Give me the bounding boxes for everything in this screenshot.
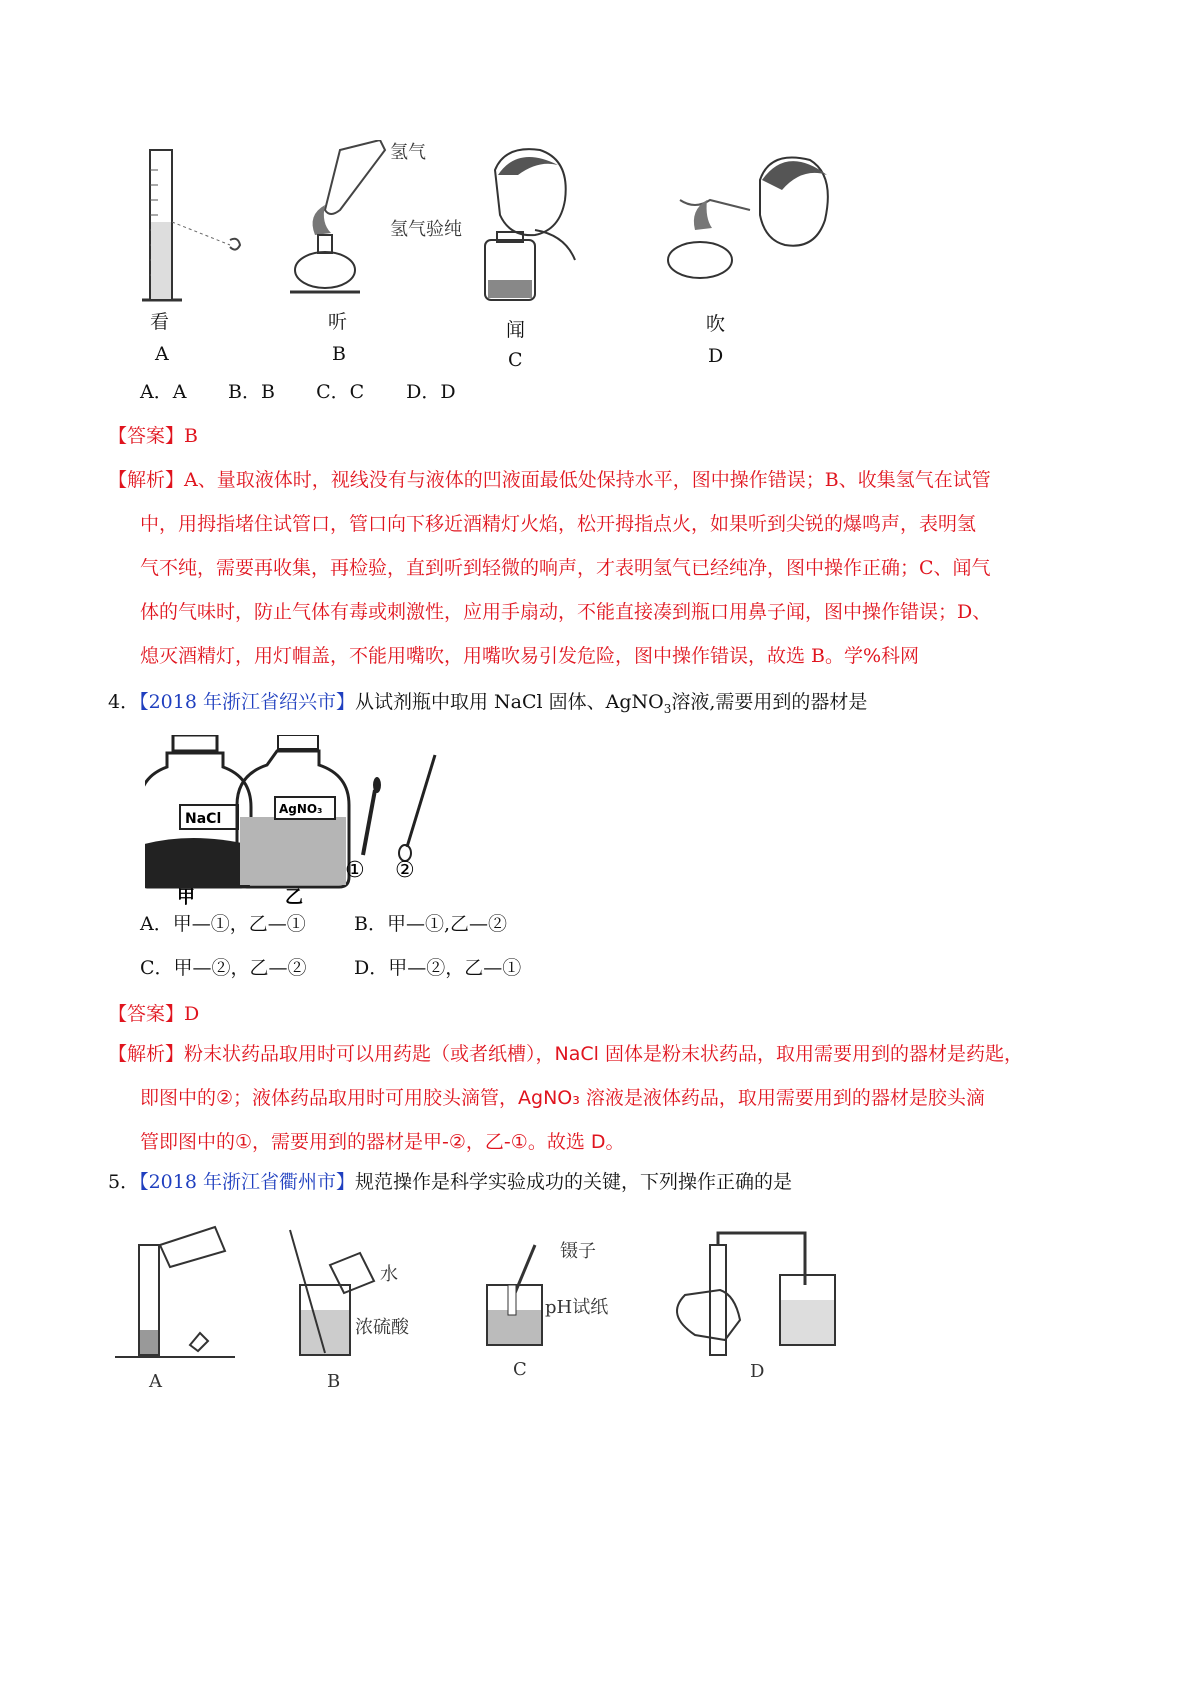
q3-figure bbox=[140, 140, 860, 380]
label-water: 水 bbox=[380, 1264, 398, 1285]
q3-explain-line-1 bbox=[108, 466, 991, 494]
q4-source: 【2018 年浙江省绍兴市】 bbox=[139, 691, 355, 713]
bottle1-label: NaCl bbox=[185, 811, 222, 827]
tool2-label: ② bbox=[395, 858, 415, 883]
q5-stem bbox=[108, 1168, 792, 1196]
person-smelling-icon bbox=[485, 149, 575, 300]
q3-label-d-top: 吹 bbox=[706, 313, 726, 335]
dropper-icon bbox=[363, 777, 381, 855]
q5-stem-text: 规范操作是科学实验成功的关键，下列操作正确的是 bbox=[355, 1171, 793, 1193]
tube-label-1: 氢气 bbox=[390, 142, 426, 163]
q4-answer-value: D bbox=[184, 1003, 200, 1025]
bottle2-name: 乙 bbox=[285, 887, 303, 905]
q3-label-b-letter: B bbox=[332, 343, 346, 365]
q4-stem bbox=[108, 688, 867, 723]
q3-option-d[interactable]: D．D bbox=[406, 381, 456, 403]
q5-letter-c: C bbox=[513, 1359, 527, 1380]
q4-answer-tag: 【答案】 bbox=[108, 1003, 185, 1025]
person-blowing-icon bbox=[668, 158, 828, 279]
q3-label-c-letter: C bbox=[508, 349, 523, 371]
graduated-cylinder-icon bbox=[142, 150, 240, 300]
q3-answer-value: B bbox=[184, 425, 198, 447]
q3-explain-text-1: A、量取液体时，视线没有与液体的凹液面最低处保持水平，图中操作错误；B、收集氢气在试管 bbox=[184, 469, 991, 491]
q5-figure bbox=[115, 1225, 875, 1395]
q4-explain-line-3: 管即图中的①，需要用到的器材是甲-②，乙-①。故选 D。 bbox=[140, 1131, 625, 1153]
q4-figure bbox=[145, 735, 465, 905]
spoon-icon bbox=[399, 755, 435, 861]
q4-answer bbox=[108, 1000, 199, 1028]
q3-option-a[interactable]: A．A bbox=[140, 381, 187, 403]
pouring-solid-icon bbox=[115, 1227, 235, 1357]
q4-option-c[interactable]: C．甲—②，乙—② bbox=[140, 957, 307, 979]
q3-option-c[interactable]: C．C bbox=[316, 381, 365, 403]
q4-explain-tag: 【解析】 bbox=[108, 1043, 185, 1065]
q4-option-d[interactable]: D．甲—②，乙—① bbox=[354, 957, 522, 979]
bottle1-name: 甲 bbox=[177, 887, 195, 905]
q3-option-b[interactable]: B．B bbox=[228, 381, 275, 403]
q3-label-a-top: 看 bbox=[150, 311, 170, 333]
q4-explain-line-2: 即图中的②；液体药品取用时可用胶头滴管，AgNO₃ 溶液是液体药品，取用需要用到的器材是胶头滴 bbox=[140, 1087, 985, 1109]
q4-options-row-1 bbox=[140, 910, 507, 938]
test-tube-lamp-icon bbox=[290, 140, 385, 292]
q5-source: 【2018 年浙江省衢州市】 bbox=[139, 1171, 355, 1193]
label-acid: 浓硫酸 bbox=[355, 1317, 409, 1338]
q3-explain-line-2: 中，用拇指堵住试管口，管口向下移近酒精灯火焰，松开拇指点火，如果听到尖锐的爆鸣声，表明氢 bbox=[140, 513, 977, 535]
q4-options-row-2 bbox=[140, 954, 521, 982]
q5-letter-b: B bbox=[327, 1371, 341, 1392]
q3-label-b-top: 听 bbox=[328, 311, 348, 333]
q5-letter-a: A bbox=[149, 1371, 162, 1392]
tube-label-2: 氢气验纯 bbox=[390, 219, 462, 240]
tool1-label: ① bbox=[345, 858, 365, 883]
bottle2-label: AgNO₃ bbox=[279, 802, 323, 816]
q4-stem-sub: 3 bbox=[663, 701, 672, 716]
q3-answer-tag: 【答案】 bbox=[108, 425, 185, 447]
q3-label-d-letter: D bbox=[708, 345, 724, 367]
q4-option-a[interactable]: A．甲—①，乙—① bbox=[140, 913, 306, 935]
q4-option-b[interactable]: B．甲—①,乙—② bbox=[354, 913, 508, 935]
ph-test-icon bbox=[487, 1245, 542, 1345]
q4-stem-pre: 从试剂瓶中取用 NaCl 固体、AgNO bbox=[355, 691, 664, 713]
q3-answer bbox=[108, 422, 198, 450]
q5-number: 5． bbox=[108, 1171, 140, 1193]
q4-number: 4． bbox=[108, 691, 140, 713]
q4-explain-line-1 bbox=[108, 1040, 1023, 1068]
q3-explain-line-4: 体的气味时，防止气体有毒或刺激性，应用手扇动，不能直接凑到瓶口用鼻子闻，图中操作错误；D、 bbox=[140, 601, 992, 623]
q3-label-a-letter: A bbox=[155, 343, 169, 365]
q4-explain-text-1: 粉末状药品取用时可以用药匙（或者纸槽），NaCl 固体是粉末状药品，取用需要用到的器材是药匙， bbox=[184, 1043, 1023, 1065]
q3-label-c-top: 闻 bbox=[506, 319, 526, 341]
q3-explain-line-5: 熄灭酒精灯，用灯帽盖，不能用嘴吹，用嘴吹易引发危险，图中操作错误，故选 B。学%科网 bbox=[140, 645, 920, 667]
q3-explain-line-3: 气不纯，需要再收集，再检验，直到听到轻微的响声，才表明氢气已经纯净，图中操作正确；C、闻气 bbox=[140, 557, 991, 579]
q3-options bbox=[140, 378, 456, 406]
label-tweezers: 镊子 bbox=[560, 1241, 596, 1262]
airtight-check-icon bbox=[677, 1233, 835, 1355]
q4-stem-post: 溶液,需要用到的器材是 bbox=[671, 691, 868, 713]
label-ph: pH试纸 bbox=[545, 1297, 609, 1318]
q3-explain-tag: 【解析】 bbox=[108, 469, 185, 491]
q5-letter-d: D bbox=[750, 1361, 765, 1382]
